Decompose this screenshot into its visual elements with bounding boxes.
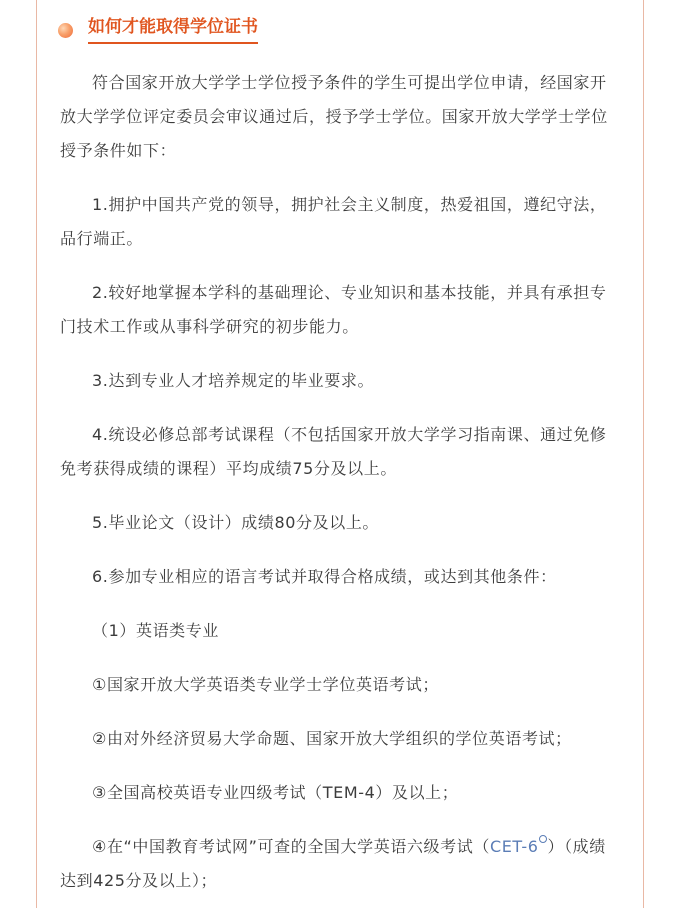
- condition-2: 2.较好地掌握本学科的基础理论、专业知识和基本技能，并具有承担专门技术工作或从事科学研究的初步能力。: [60, 283, 607, 336]
- cet6-link-label[interactable]: CET-6: [489, 837, 539, 856]
- article-body: [60, 66, 622, 918]
- option-4-text: ④在“中国教育考试网”可查的全国大学英语六级考试（: [92, 837, 490, 856]
- option-3: ③全国高校英语专业四级考试（TEM-4）及以上；: [92, 783, 459, 802]
- condition-1: 1.拥护中国共产党的领导，拥护社会主义制度，热爱祖国，遵纪守法，品行端正。: [60, 195, 607, 248]
- option-4: [60, 830, 622, 898]
- option-2: ②由对外经济贸易大学命题、国家开放大学组织的学位英语考试；: [92, 729, 572, 748]
- condition-6: 6.参加专业相应的语言考试并取得合格成绩，或达到其他条件：: [92, 567, 557, 586]
- orange-dot-icon: [58, 23, 73, 38]
- condition-4: 4.统设必修总部考试课程（不包括国家开放大学学习指南课、通过免修免考获得成绩的课程）平均成绩75分及以上。: [60, 425, 607, 478]
- condition-3: 3.达到专业人才培养规定的毕业要求。: [92, 371, 375, 390]
- section-title: 如何才能取得学位证书: [88, 14, 258, 44]
- intro-paragraph: 符合国家开放大学学士学位授予条件的学生可提出学位申请，经国家开放大学学位评定委员会审议通过后，授予学士学位。国家开放大学学士学位授予条件如下：: [60, 73, 608, 160]
- sub-english-majors: （1）英语类专业: [92, 621, 219, 640]
- option-4-text-end: ）（成绩达到425分及以上）；: [60, 837, 606, 890]
- cet6-link[interactable]: [490, 837, 548, 856]
- condition-5: 5.毕业论文（设计）成绩80分及以上。: [92, 513, 380, 532]
- option-1: ①国家开放大学英语类专业学士学位英语考试；: [92, 675, 439, 694]
